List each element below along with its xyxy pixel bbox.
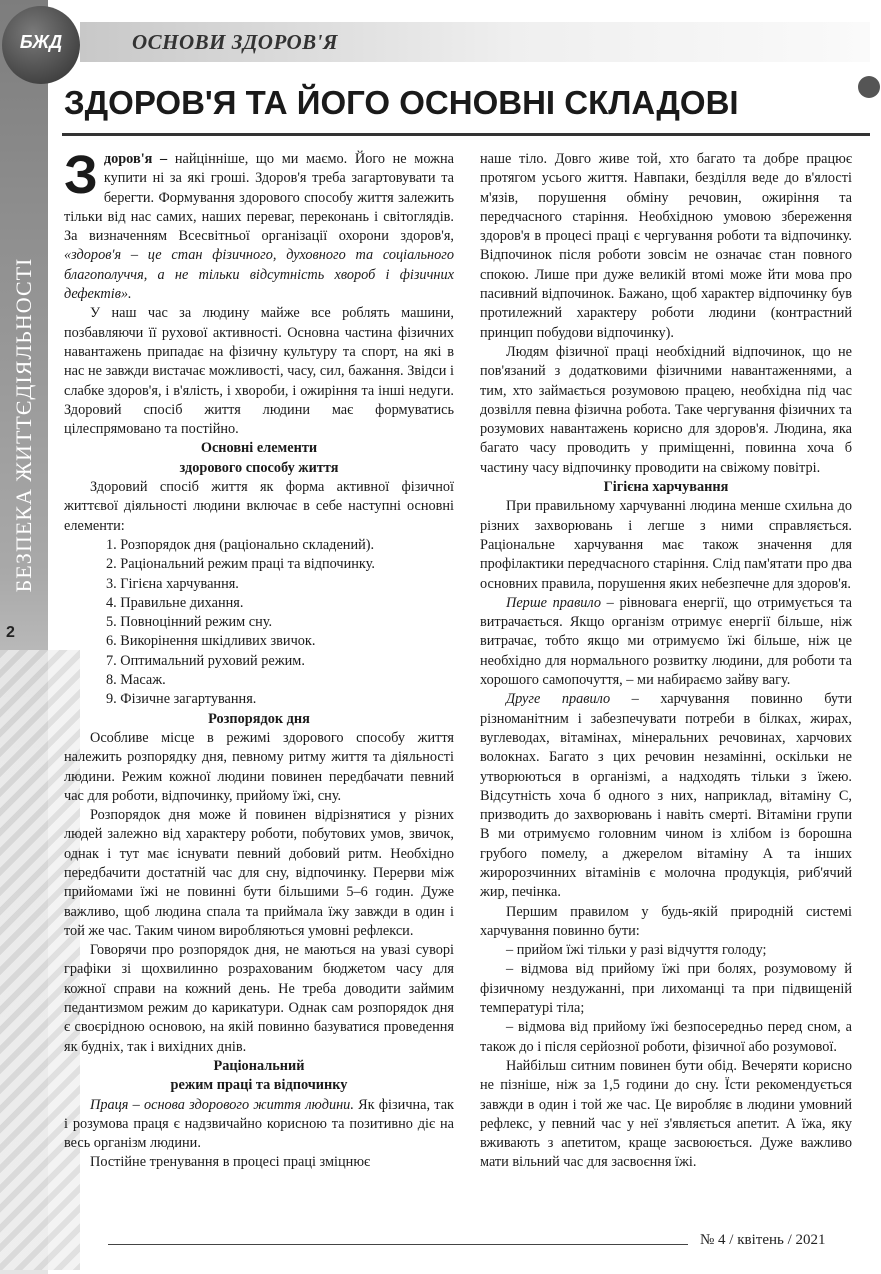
elements-list [64, 536, 454, 710]
paragraph: Особливе місце в режимі здорового способу життя належить розпорядку дня, певному ритму життя та діяльності людини. Режим кожної людини повинен передбачати певний час для роботи, відпочинку, прийому їжі, сну. [64, 729, 454, 804]
heading-elements-line2: здорового способу життя [179, 459, 339, 476]
intro-bold: доров'я – [103, 151, 168, 167]
paragraph: Людям фізичної праці необхідний відпочинок, що не пов'язаний з додатковими фізичними навантаженнями, а тим, хто займається розумовою працею, необхідна під час дозвілля певна фізична робота. Таке чергування фізичних та розумових навантажень корисно для здоров'я. Людина, яка багато часу проводить у приміщенні, повинна хоча б частину часу відпочинку проводити на свіжому повітрі. [480, 343, 852, 476]
heading-work-rest-line1: Раціональний [213, 1057, 305, 1074]
heading-elements-line1: Основні елементи [200, 440, 318, 457]
paragraph: – відмова від прийому їжі при болях, розумовому й фізичному нездужанні, при лихоманці та при підвищеній температурі тіла; [480, 961, 852, 1017]
list-item: 2. Раціональний режим праці та відпочинку. [106, 556, 375, 573]
list-item: 4. Правильне дихання. [106, 594, 244, 611]
logo-text: БЖД [19, 32, 63, 52]
work-italic: Праця – основа здорового життя людини. [90, 1096, 354, 1113]
page-title: ЗДОРОВ'Я ТА ЙОГО ОСНОВНІ СКЛАДОВІ [64, 84, 739, 121]
section-label: ОСНОВИ ЗДОРОВ'Я [132, 30, 338, 54]
paragraph: наше тіло. Довго живе той, хто багато та добре працює протягом усього життя. Навпаки, безділля веде до в'ялості м'язів, порушення обміну речовин, ожиріння та передчасного старіння. Необхідною умовою збереження здоров'я в процесі праці є чергування роботи та відпочинку. Відпочинок після роботи зовсім не означає стан повного спокою. Лише при дуже великій втомі може йти мова про пасивний відпочинок. Бажано, щоб характер відпочинку був протилежний характеру роботи людини (контрастний принцип побудови відпочинку). [480, 151, 852, 341]
rule2-italic: Друге правило [506, 691, 611, 708]
list-item: 8. Масаж. [106, 672, 166, 689]
rule1-italic: Перше правило [506, 594, 601, 611]
title-rule [62, 133, 870, 136]
list-item: 9. Фізичне загартування. [106, 691, 257, 708]
rule2-text: – харчування повинно бути різноманітним і забезпечувати потреби в білках, жирах, вуглеводах, вітамінах, мінеральних речовинах, харчових волокнах. Багато з цих речовин незамінні, оскільки не утворюються в організмі, а надходять тільки з їжею. Відсутність хоча б одного з них, наприклад, вітаміну С, призводить до захворювань і навіть смерті. Вітаміни групи В ми отримуємо головним чином із хлібом із борошна грубого помелу, а джерелом вітаміну А та інших жиророзчинних вітамінів є молочна продукція, риб'ячий жир, печінка. [480, 691, 852, 901]
intro-text: найцінніше, що ми маємо. Його не можна купити ні за які гроші. Здоров'я треба загартовувати та берегти. Формування здорового способу життя залежить тільки від нас самих, наших переваг, переконань і світоглядів. За визначенням Всесвітньої організації охорони здоров'я, [64, 151, 454, 245]
paragraph-intro [64, 145, 454, 304]
heading-daily-routine: Розпорядок дня [208, 710, 310, 727]
paragraph [480, 594, 852, 690]
column-left [64, 145, 454, 1173]
heading-work-rest-line2: режим праці та відпочинку [170, 1077, 348, 1094]
paragraph: У наш час за людину майже все роблять машини, позбавляючи її рухової активності. Основна частина фізичних навантажень припадає на фізичну культуру та спорт, на які в нас не завжди вистачає можливості, часу, сил, бажання. Звідси і слабке здоров'я, і в'ялість, і хвороби, і ожиріння та інші недуги. Здоровий спосіб життя людини має формуватись цілеспрямовано та постійно. [64, 305, 454, 438]
column-right [480, 150, 852, 1173]
paragraph [480, 690, 852, 902]
list-item: 6. Викорінення шкідливих звичок. [106, 633, 316, 650]
paragraph: Найбільш ситним повинен бути обід. Вечеряти корисно не пізніше, ніж за 1,5 години до сну. Їсти рекомендується завжди в один і той же час. Це виробляє в людини умовний рефлекс, у певний час у неї з'являється апетит. А їжа, яку вживають з апетитом, краще засвоюється. Дуже важливо мати вільний час для засвоєння їжі. [480, 1057, 852, 1171]
paragraph: – відмова від прийому їжі безпосередньо перед сном, а також до і після серйозної роботи, фізичної або розумової. [480, 1019, 852, 1055]
paragraph: – прийом їжі тільки у разі відчуття голоду; [506, 942, 767, 959]
list-item: 5. Повноцінний режим сну. [106, 614, 273, 631]
list-item: 1. Розпорядок дня (раціонально складений). [106, 536, 375, 553]
logo [2, 6, 80, 84]
paragraph: Розпорядок дня може й повинен відрізнятися у різних людей залежно від характеру роботи, побутових умов, звичок, однак і тут має існувати певний добовий ритм. Необхідно передбачити достатній час для сну, відпочинку. Перерви між прийомами їжі не повинні бути більшими 5–6 годин. Дуже важливо, щоб людина спала та приймала їжу завжди в один і той же час. Таким чином виробляються умовні рефлекси. [64, 807, 454, 939]
footer-rule [108, 1244, 688, 1245]
dropcap: З [64, 145, 98, 205]
rule1-text: – рівновага енергії, що отримується та витрачається. Якщо організм отримує енергії більше, ніж витрачає, тобто якщо ми отримуємо їжі більше, ніж це необхідно для нормального розвитку людини, для роботи та хорошого самопочуття, – ми набираємо зайву вагу. [480, 594, 852, 689]
work-text: Як фізична, так і розумова праця є надзвичайно корисною та позитивно діє на весь організм людини. [64, 1096, 454, 1152]
heading-nutrition-hygiene: Гігієна харчування [603, 479, 729, 496]
paragraph: Постійне тренування в процесі праці зміцнює [90, 1154, 371, 1171]
paragraph: Здоровий спосіб життя як форма активної фізичної життєвої діяльності людини включає в себе наступні основні елементи: [64, 479, 454, 534]
paragraph [64, 1096, 454, 1154]
page-number: 2 [6, 624, 15, 641]
issue-info: № 4 / квітень / 2021 [700, 1232, 826, 1248]
side-title: БЕЗПЕКА ЖИТТЄДІЯЛЬНОСТІ [11, 257, 36, 593]
paragraph: При правильному харчуванні людина менше схильна до різних захворювань і легше з ними справляється. Раціональне харчування має також значення для профілактики передчасного старіння. Слід пам'ятати про два основних правила, порушення яких небезпечне для здоров'я. [480, 498, 852, 592]
paragraph: Говорячи про розпорядок дня, не маються на увазі суворі графіки зі щохвилинно розрахованим бюджетом часу для кожної справи на кожний день. Не треба доводити займим педантизмом режим до карикатури. Однак сам розпорядок дня є своєрідною основою, на якій повинно базуватися проведення як будніх, так і вихідних днів. [64, 942, 454, 1055]
intro-quote: «здоров'я – це стан фізичного, духовного та соціального благополуччя, а не тільки відсутність хвороб і фізичних дефектів». [64, 247, 454, 303]
paragraph: Першим правилом у будь-якій природній системі харчування повинно бути: [480, 903, 852, 939]
list-item: 3. Гігієна харчування. [106, 575, 239, 592]
list-item: 7. Оптимальний руховий режим. [106, 652, 305, 669]
